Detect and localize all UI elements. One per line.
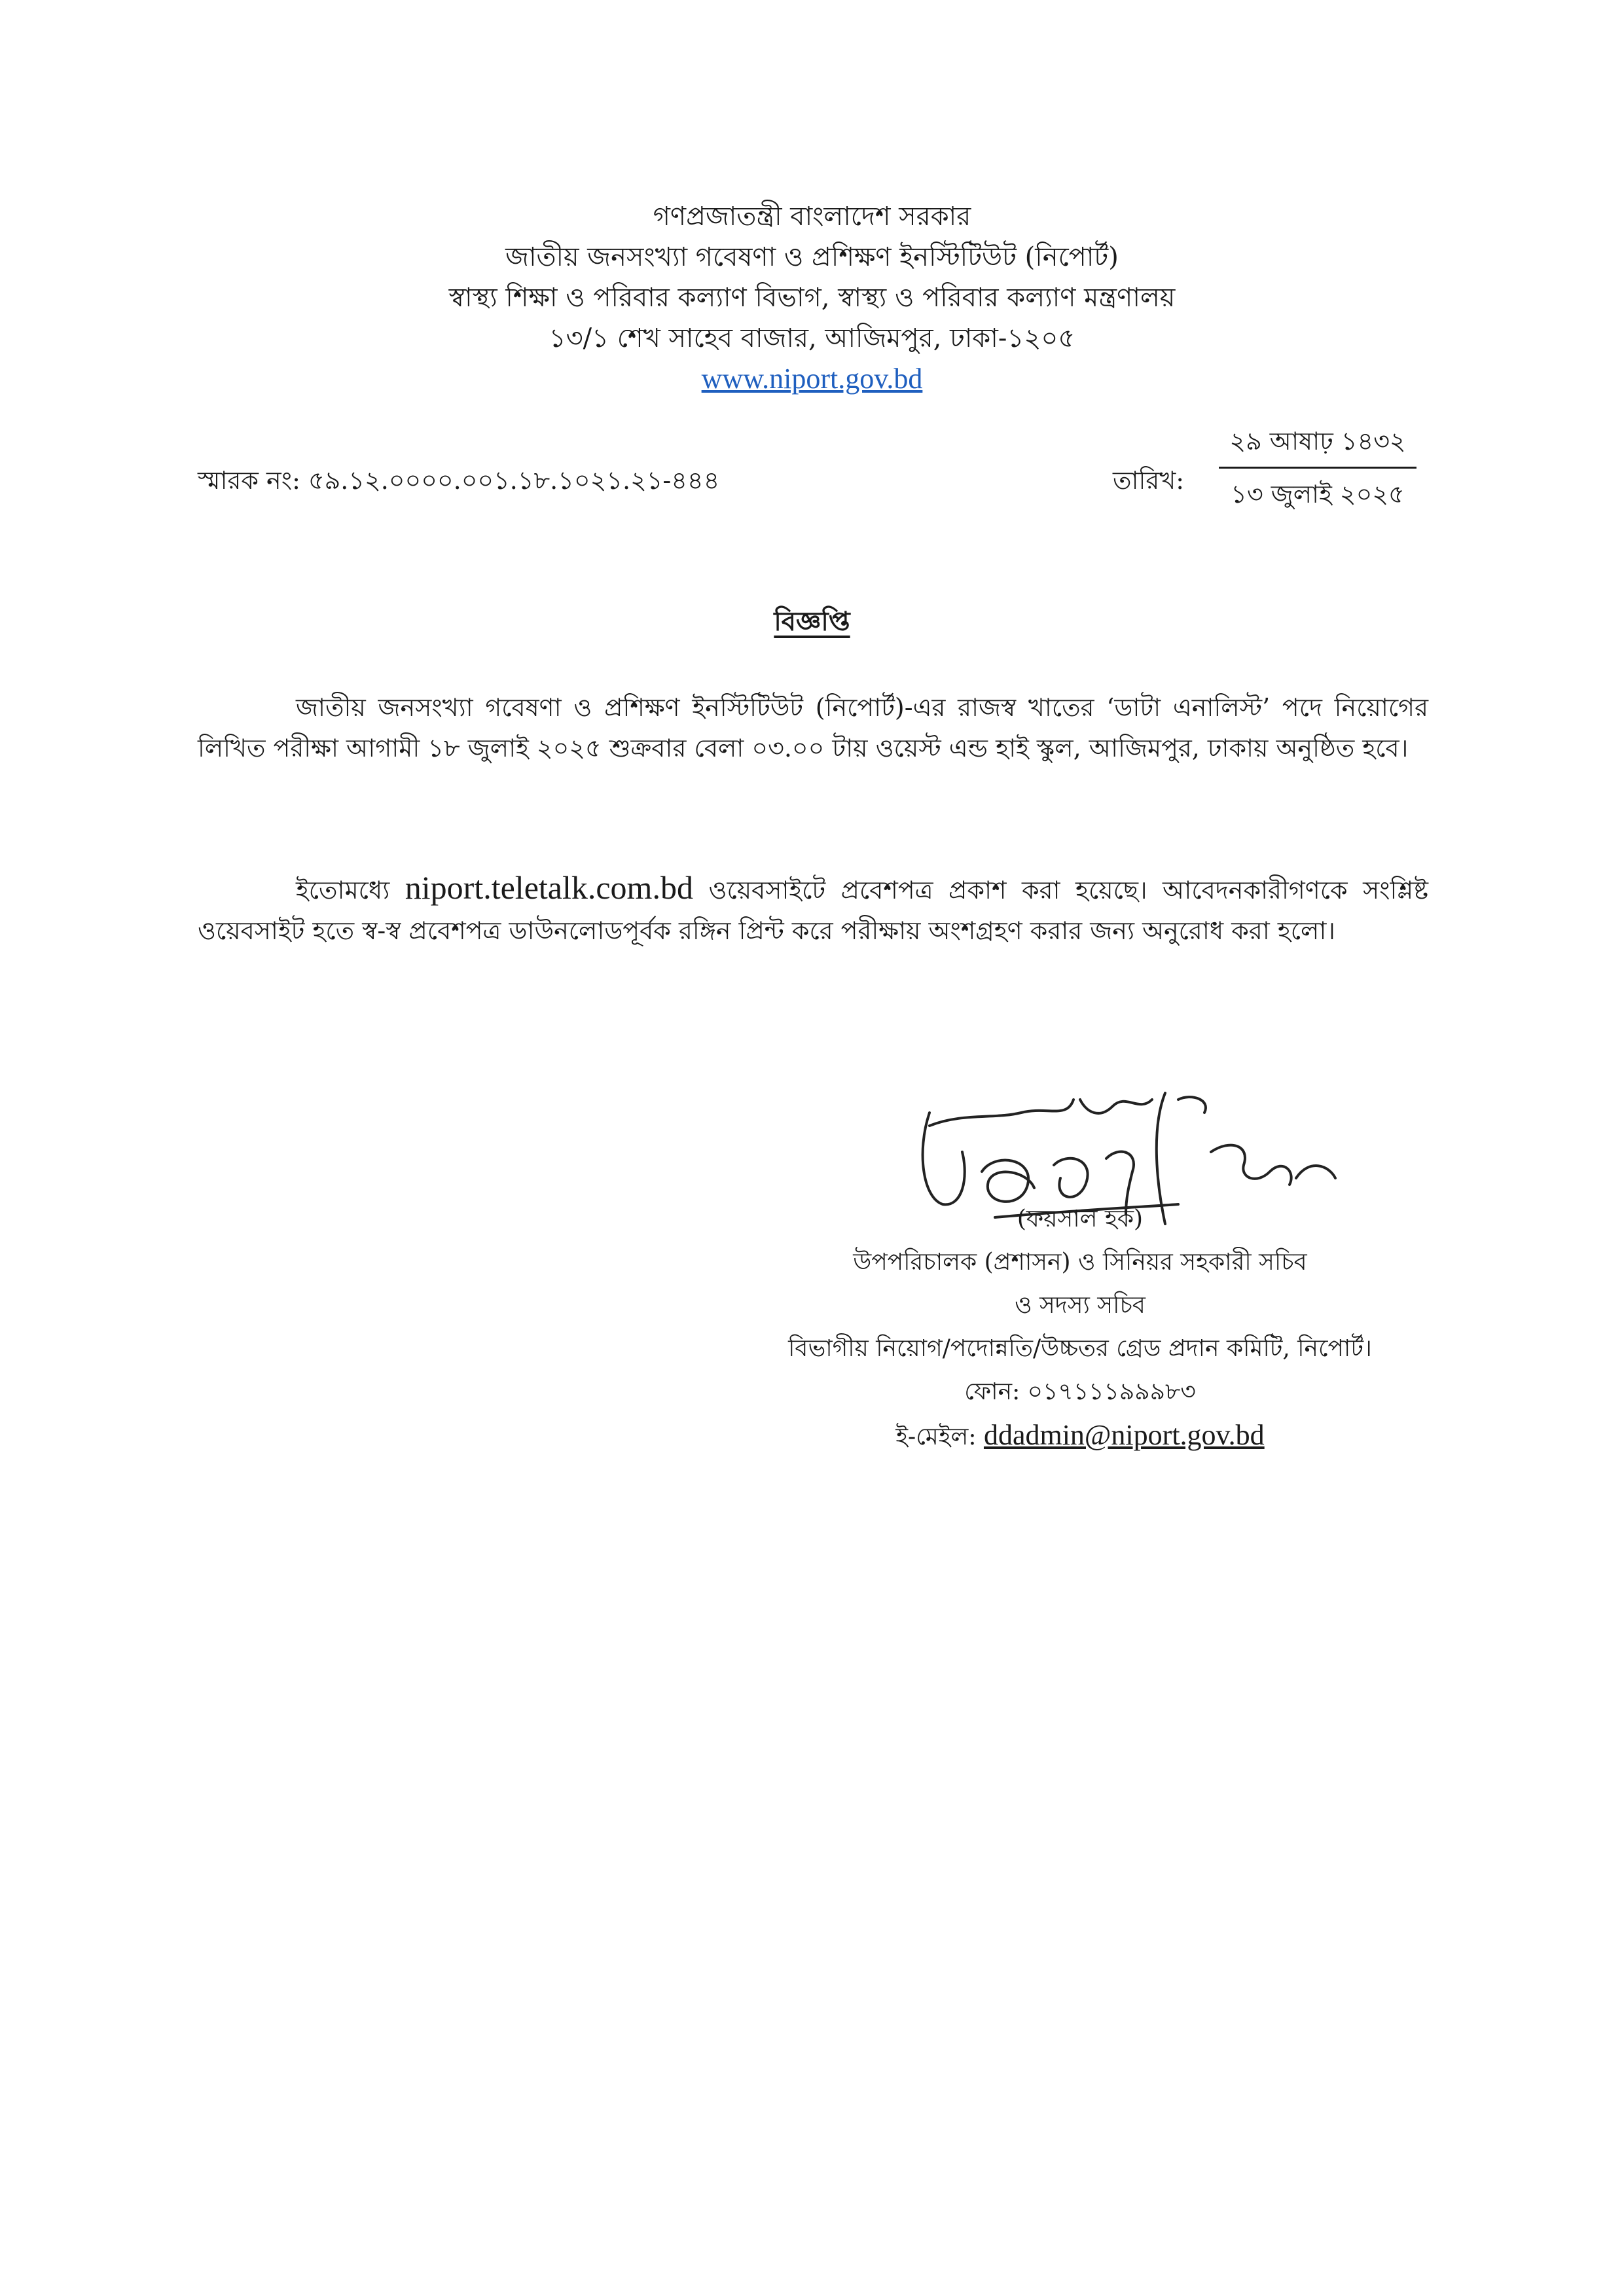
date-divider — [1219, 467, 1416, 469]
date-bangla: ২৯ আষাঢ় ১৪৩২ — [1229, 427, 1406, 456]
teletalk-site: niport.teletalk.com.bd — [405, 869, 693, 906]
date-english: ১৩ জুলাই ২০২৫ — [1231, 480, 1405, 509]
notice-paragraph-2 — [198, 867, 1428, 951]
signatory-email — [753, 1414, 1407, 1457]
date-block — [1219, 422, 1416, 513]
paragraph-2-suffix: ওয়েবসাইটে প্রবেশপত্র প্রকাশ করা হয়েছে। আবেদনকারীগণকে সংশ্লিষ্ট ওয়েবসাইট হতে স্ব-স্ব প্রবেশপত্র ডাউনলোডপূর্বক রঙ্গিন প্রিন্ট করে পরীক্ষায় অংশগ্রহণ করার জন্য অনুরোধ করা হলো। — [198, 876, 1428, 945]
signatory-committee: বিভাগীয় নিয়োগ/পদোন্নতি/উচ্চতর গ্রেড প্রদান কমিটি, নিপোর্ট। — [788, 1335, 1372, 1362]
letterhead — [0, 196, 1624, 399]
website-link[interactable]: www.niport.gov.bd — [701, 363, 923, 395]
email-link[interactable]: ddadmin@niport.gov.bd — [983, 1419, 1265, 1451]
notice-paragraph-1: জাতীয় জনসংখ্যা গবেষণা ও প্রশিক্ষণ ইনস্টিটিউট (নিপোর্ট)-এর রাজস্ব খাতের ‘ডাটা এনালিস্ট’ পদে নিয়োগের লিখিত পরীক্ষা আগামী ১৮ জুলাই ২০২৫ শুক্রবার বেলা ০৩.০০ টায় ওয়েস্ট এন্ড হাই স্কুল, আজিমপুর, ঢাকায় অনুষ্ঠিত হবে। — [198, 693, 1428, 762]
address: ১৩/১ শেখ সাহেব বাজার, আজিমপুর, ঢাকা-১২০৫ — [549, 323, 1075, 353]
memo-number: স্মারক নং: ৫৯.১২.০০০০.০০১.১৮.১০২১.২১-৪৪৪ — [198, 466, 720, 495]
signatory-role: ও সদস্য সচিব — [1015, 1292, 1146, 1319]
signatory-designation: উপপরিচালক (প্রশাসন) ও সিনিয়র সহকারী সচিব — [853, 1249, 1307, 1276]
signatory-block — [753, 1198, 1407, 1457]
institute-name: জাতীয় জনসংখ্যা গবেষণা ও প্রশিক্ষণ ইনস্টিটিউট (নিপোর্ট) — [505, 242, 1119, 272]
ministry-name: স্বাস্থ্য শিক্ষা ও পরিবার কল্যাণ বিভাগ, স্বাস্থ্য ও পরিবার কল্যাণ মন্ত্রণালয় — [448, 283, 1176, 313]
government-name: গণপ্রজাতন্ত্রী বাংলাদেশ সরকার — [653, 202, 971, 232]
notice-title: বিজ্ঞপ্তি — [774, 606, 850, 637]
date-label: তারিখ: — [1113, 466, 1185, 495]
signatory-phone: ফোন: ০১৭১১১৯৯৯৮৩ — [964, 1378, 1196, 1405]
email-label: ই-মেইল: — [895, 1424, 977, 1450]
signatory-name: (ফয়সাল হক) — [1017, 1206, 1144, 1232]
paragraph-2-prefix: ইতোমধ্যে — [296, 876, 390, 905]
